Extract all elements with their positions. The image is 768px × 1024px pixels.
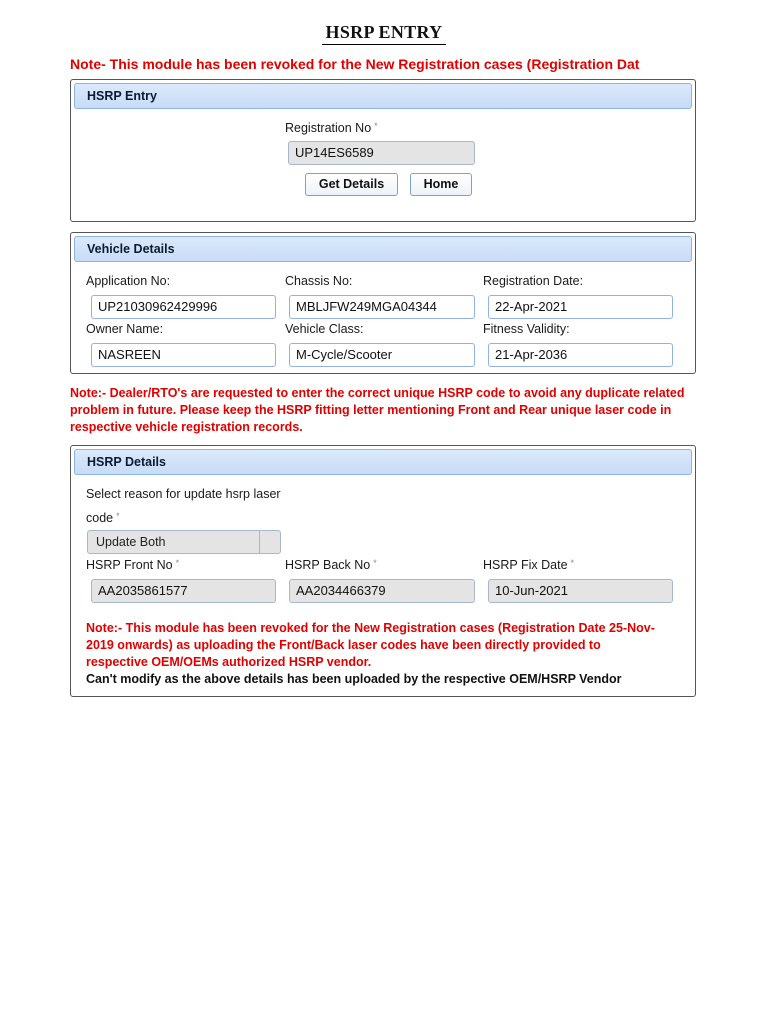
- required-marker: *: [570, 558, 575, 568]
- hsrp-entry-panel: [70, 79, 696, 222]
- update-reason-label-code: code: [86, 511, 114, 525]
- vehicle-details-header: Vehicle Details: [74, 236, 692, 262]
- hsrp-fix-date-input[interactable]: 10-Jun-2021: [488, 579, 673, 603]
- registration-date-field[interactable]: 22-Apr-2021: [488, 295, 673, 319]
- fitness-validity-field[interactable]: 21-Apr-2036: [488, 343, 673, 367]
- revoked-notice-banner: Note- This module has been revoked for the New Registration cases (Registration Dat: [70, 56, 640, 72]
- required-marker: *: [374, 121, 378, 131]
- get-details-button[interactable]: Get Details: [305, 173, 398, 196]
- cant-modify-note: Can't modify as the above details has been uploaded by the respective OEM/HSRP Vendor: [86, 672, 622, 686]
- application-no-label: Application No:: [86, 274, 171, 288]
- hsrp-fix-date-label-text: HSRP Fix Date: [483, 558, 568, 572]
- hsrp-back-no-input[interactable]: AA2034466379: [289, 579, 475, 603]
- dealer-rto-note: Note:- Dealer/RTO's are requested to enter the correct unique HSRP code to avoid any duplicate related problem in future. Please keep the HSRP fitting letter mentioning Front and Rear unique laser code in respective vehicle registration records.: [70, 386, 685, 434]
- hsrp-fix-date-label: [483, 558, 574, 572]
- update-reason-label-line2: [86, 511, 120, 525]
- vehicle-class-field[interactable]: M-Cycle/Scooter: [289, 343, 475, 367]
- required-marker: *: [116, 511, 120, 521]
- revoked-module-note: Note:- This module has been revoked for the New Registration cases (Registration Date 25-Nov-2019 onwards) as uploading the Front/Back laser codes have been directly provided to respective OEM/OEMs authorized HSRP vendor.: [86, 621, 655, 669]
- registration-no-label-text: Registration No: [285, 121, 372, 135]
- hsrp-details-panel: [70, 445, 696, 697]
- hsrp-details-header: HSRP Details: [74, 449, 692, 475]
- hsrp-front-no-label: [86, 558, 179, 572]
- chassis-no-label: Chassis No:: [285, 274, 353, 288]
- update-reason-select[interactable]: [87, 530, 281, 554]
- home-button[interactable]: Home: [410, 173, 472, 196]
- fitness-validity-label: Fitness Validity:: [483, 322, 570, 336]
- required-marker: *: [373, 558, 377, 568]
- hsrp-front-no-label-text: HSRP Front No: [86, 558, 173, 572]
- update-reason-selected: Update Both: [96, 535, 166, 549]
- vehicle-details-panel: [70, 232, 696, 374]
- owner-name-field[interactable]: NASREEN: [91, 343, 276, 367]
- hsrp-back-no-label-text: HSRP Back No: [285, 558, 371, 572]
- page-title-text: HSRP ENTRY: [322, 22, 447, 45]
- registration-date-label: Registration Date:: [483, 274, 584, 288]
- application-no-field[interactable]: UP21030962429996: [91, 295, 276, 319]
- update-reason-label: Select reason for update hsrp laser: [86, 487, 281, 501]
- hsrp-entry-header: HSRP Entry: [74, 83, 692, 109]
- hsrp-back-no-label: [285, 558, 377, 572]
- page-title: [0, 22, 768, 45]
- chassis-no-field[interactable]: MBLJFW249MGA04344: [289, 295, 475, 319]
- registration-no-input[interactable]: UP14ES6589: [288, 141, 475, 165]
- registration-no-label: [285, 121, 378, 135]
- vehicle-class-label: Vehicle Class:: [285, 322, 364, 336]
- required-marker: *: [175, 558, 180, 568]
- owner-name-label: Owner Name:: [86, 322, 164, 336]
- hsrp-front-no-input[interactable]: AA2035861577: [91, 579, 276, 603]
- dropdown-arrow-icon[interactable]: [259, 531, 280, 553]
